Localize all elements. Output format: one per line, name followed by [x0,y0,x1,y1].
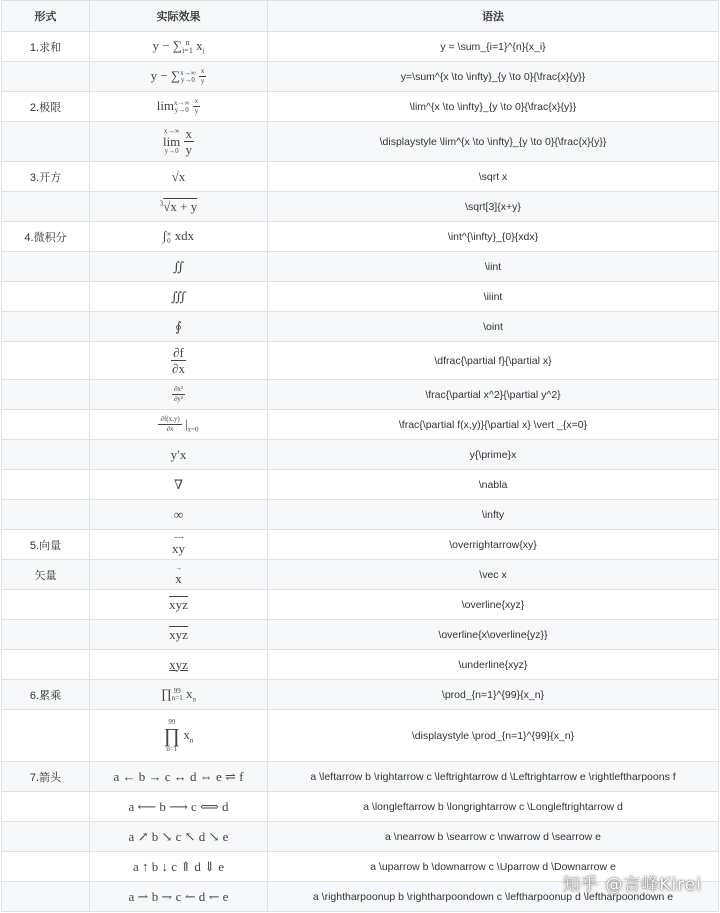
effect-cell: √x [90,162,268,192]
table-row [2,162,719,192]
syntax-cell: a \rightharpoonup b \rightharpoondown c \leftharpoonup d \leftharpoondown e [268,882,719,912]
form-cell [2,882,90,912]
syntax-cell: \dfrac{\partial f}{\partial x} [268,342,719,380]
form-cell [2,650,90,680]
effect-cell: ∫ ∞ 0 xdx [90,222,268,252]
latex-syntax-table [1,0,719,912]
table-row [2,590,719,620]
table-row [2,192,719,222]
table-row [2,440,719,470]
effect-cell: ∮ [90,312,268,342]
effect-cell: y′x [90,440,268,470]
table-row [2,222,719,252]
effect-cell: $\overline{xyz}$ [90,590,268,620]
form-cell [2,852,90,882]
table-row [2,380,719,410]
table-row [2,470,719,500]
form-cell: 3.开方 [2,162,90,192]
syntax-cell: \displaystyle \prod_{n=1}^{99}{x_n} [268,710,719,762]
syntax-cell: \overline{x\overline{yz}} [268,620,719,650]
table-row [2,122,719,162]
table-row [2,650,719,680]
effect-cell: $\frac{\text{∂x²}}{\text{∂y²}}$ [90,380,268,410]
form-cell [2,312,90,342]
zhihu-watermark: 知乎 @言峰Kirei [562,875,702,895]
form-cell [2,500,90,530]
syntax-cell: y = \sum_{i=1}^{n}{x_i} [268,32,719,62]
effect-cell: → x [90,560,268,590]
table-row [2,500,719,530]
table-row [2,92,719,122]
effect-cell: a ← b → c ↔ d ⇔ e ⇌ f [90,762,268,792]
syntax-cell: \sqrt x [268,162,719,192]
effect-cell: ∇ [90,470,268,500]
syntax-cell: \oint [268,312,719,342]
syntax-cell: \vec x [268,560,719,590]
syntax-cell: \int^{\infty}_{0}{xdx} [268,222,719,252]
syntax-cell: \overrightarrow{xy} [268,530,719,560]
effect-cell: ⟶ xy [90,530,268,560]
syntax-cell: \lim^{x \to \infty}_{y \to 0}{\frac{x}{y}} [268,92,719,122]
form-cell [2,710,90,762]
syntax-cell: \nabla [268,470,719,500]
table-row [2,680,719,710]
form-cell [2,122,90,162]
effect-cell: ∬ [90,252,268,282]
form-cell [2,282,90,312]
syntax-cell: a \longleftarrow b \longrightarrow c \Longleftrightarrow d [268,792,719,822]
syntax-cell: \sqrt[3]{x+y} [268,192,719,222]
effect-cell: y − ∑ x→∞ y→0 $\frac{x}{y}$ [90,62,268,92]
table-row [2,560,719,590]
form-cell [2,590,90,620]
effect-cell: ∞ [90,500,268,530]
effect-cell: a ↑ b ↓ c ⇑ d ⇓ e [90,852,268,882]
form-cell [2,822,90,852]
effect-cell: x→∞ lim y→0 $\frac{x}{y}$ [90,122,268,162]
form-cell: 矢量 [2,560,90,590]
form-cell [2,792,90,822]
table-row [2,620,719,650]
table-row [2,410,719,440]
form-cell: 4.微积分 [2,222,90,252]
syntax-cell: \iiint [268,282,719,312]
effect-cell: y − ∑ n i=1 $x_i$ [90,32,268,62]
syntax-cell: \prod_{n=1}^{99}{x_n} [268,680,719,710]
table-row [2,530,719,560]
form-cell [2,410,90,440]
table-row [2,792,719,822]
form-cell: 6.累乘 [2,680,90,710]
syntax-cell: \overline{xyz} [268,590,719,620]
syntax-cell: \iint [268,252,719,282]
syntax-cell: y{\prime}x [268,440,719,470]
header-form: 形式 [2,1,90,32]
table-row [2,32,719,62]
form-cell [2,380,90,410]
effect-cell: $^3$√x + y [90,192,268,222]
header-effect: 实际效果 [90,1,268,32]
syntax-cell: \frac{\partial x^2}{\partial y^2} [268,380,719,410]
form-cell [2,252,90,282]
effect-cell: lim x→∞ y→0 $\frac{x}{y}$ [90,92,268,122]
effect-cell: 99 ∏ n=1 $x_n$ [90,710,268,762]
form-cell [2,440,90,470]
form-cell: 2.极限 [2,92,90,122]
table-row [2,342,719,380]
effect-cell: ∏ 99 n=1 $x_n$ [90,680,268,710]
table-row [2,282,719,312]
effect-cell: $\frac{\partial f}{\partial x}$ [90,342,268,380]
effect-cell: ∭ [90,282,268,312]
form-cell [2,620,90,650]
syntax-cell: \underline{xyz} [268,650,719,680]
effect-cell: a ⟵ b ⟶ c ⟺ d [90,792,268,822]
table-row [2,710,719,762]
effect-cell: $\frac{\partial f(x,y)}{\partial x}$ $|_{x=0}$ [90,410,268,440]
form-cell [2,62,90,92]
form-cell [2,470,90,500]
syntax-cell: \frac{\partial f(x,y)}{\partial x} \vert _{x=0} [268,410,719,440]
table-header-row [2,1,719,32]
form-cell: 1.求和 [2,32,90,62]
syntax-cell: a \uparrow b \downarrow c \Uparrow d \Downarrow e [268,852,719,882]
effect-cell: xyz [90,620,268,650]
syntax-cell: a \nearrow b \searrow c \nwarrow d \searrow e [268,822,719,852]
form-cell [2,342,90,380]
table-row [2,252,719,282]
table-row [2,762,719,792]
form-cell [2,192,90,222]
effect-cell: xyz [90,650,268,680]
effect-cell: a ⇀ b ⇁ c ↼ d ↽ e [90,882,268,912]
form-cell: 7.箭头 [2,762,90,792]
table-row [2,62,719,92]
header-syntax: 语法 [268,1,719,32]
syntax-cell: a \leftarrow b \rightarrow c \leftrightarrow d \Leftrightarrow e \rightleftharpoons f [268,762,719,792]
effect-cell: a ↗ b ↘ c ↖ d ↘ e [90,822,268,852]
form-cell: 5.向量 [2,530,90,560]
table-row [2,312,719,342]
syntax-cell: \displaystyle \lim^{x \to \infty}_{y \to 0}{\frac{x}{y}} [268,122,719,162]
syntax-cell: y=\sum^{x \to \infty}_{y \to 0}{\frac{x}{y}} [268,62,719,92]
table-row [2,822,719,852]
syntax-cell: \infty [268,500,719,530]
